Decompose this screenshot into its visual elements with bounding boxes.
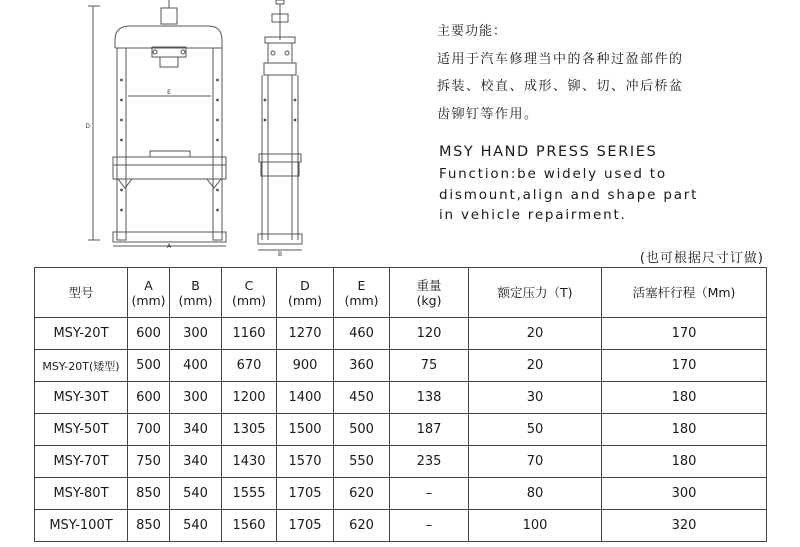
table-header-row xyxy=(35,268,767,318)
cell-piston-stroke: 320 xyxy=(602,510,767,542)
cn-function-line-3: 齿铆钉等作用。 xyxy=(437,107,539,122)
cell-b: 340 xyxy=(170,446,222,478)
cell-rated-pressure: 20 xyxy=(469,350,602,382)
cell-e: 620 xyxy=(334,510,390,542)
label-e: E xyxy=(167,89,171,96)
cell-piston-stroke: 180 xyxy=(602,382,767,414)
cell-b: 400 xyxy=(170,350,222,382)
cell-d: 1570 xyxy=(277,446,334,478)
cell-a: 850 xyxy=(128,510,170,542)
cell-d: 1270 xyxy=(277,318,334,350)
cell-b: 300 xyxy=(170,318,222,350)
cell-b: 300 xyxy=(170,382,222,414)
en-function-line-3: in vehicle repairment. xyxy=(439,207,627,223)
cell-e: 450 xyxy=(334,382,390,414)
cell-c: 1200 xyxy=(222,382,277,414)
table-row xyxy=(35,350,767,382)
header-a: A (mm) xyxy=(128,268,170,318)
cell-d: 900 xyxy=(277,350,334,382)
cell-weight: 187 xyxy=(390,414,469,446)
cell-rated-pressure: 20 xyxy=(469,318,602,350)
header-model: 型号 xyxy=(35,268,128,318)
spec-table xyxy=(34,267,767,542)
cell-piston-stroke: 180 xyxy=(602,414,767,446)
table-row xyxy=(35,414,767,446)
cell-a: 600 xyxy=(128,318,170,350)
cell-c: 1160 xyxy=(222,318,277,350)
cell-e: 360 xyxy=(334,350,390,382)
cell-weight: – xyxy=(390,510,469,542)
cell-model: MSY-30T xyxy=(35,382,128,414)
cell-piston-stroke: 180 xyxy=(602,446,767,478)
cn-function-line-2: 拆装、校直、成形、铆、切、冲后桥盆 xyxy=(437,79,684,94)
cell-c: 1555 xyxy=(222,478,277,510)
cell-c: 1305 xyxy=(222,414,277,446)
cell-d: 1705 xyxy=(277,478,334,510)
cell-b: 540 xyxy=(170,510,222,542)
cell-a: 600 xyxy=(128,382,170,414)
custom-order-note: (也可根据尺寸订做) xyxy=(639,251,764,266)
cell-weight: 138 xyxy=(390,382,469,414)
cell-weight: 75 xyxy=(390,350,469,382)
en-series-title: MSY HAND PRESS SERIES xyxy=(439,144,658,160)
label-b: B xyxy=(277,251,283,258)
cell-model: MSY-80T xyxy=(35,478,128,510)
cell-piston-stroke: 170 xyxy=(602,350,767,382)
cell-weight: 120 xyxy=(390,318,469,350)
cell-rated-pressure: 80 xyxy=(469,478,602,510)
cell-e: 550 xyxy=(334,446,390,478)
header-weight: 重量 (kg) xyxy=(390,268,469,318)
table-row xyxy=(35,382,767,414)
cell-c: 1560 xyxy=(222,510,277,542)
cell-model: MSY-20T xyxy=(35,318,128,350)
header-c: C (mm) xyxy=(222,268,277,318)
header-d: D (mm) xyxy=(277,268,334,318)
en-function-line-2: dismount,align and shape part xyxy=(439,187,699,203)
cell-weight: – xyxy=(390,478,469,510)
cell-d: 1400 xyxy=(277,382,334,414)
cell-e: 460 xyxy=(334,318,390,350)
table-row xyxy=(35,478,767,510)
press-diagram xyxy=(0,0,400,262)
header-e: E (mm) xyxy=(334,268,390,318)
cell-a: 850 xyxy=(128,478,170,510)
cell-rated-pressure: 50 xyxy=(469,414,602,446)
cell-model: MSY-50T xyxy=(35,414,128,446)
table-row xyxy=(35,318,767,350)
cell-model: MSY-70T xyxy=(35,446,128,478)
cell-piston-stroke: 300 xyxy=(602,478,767,510)
header-rated-pressure: 额定压力（T) xyxy=(469,268,602,318)
cell-model: MSY-20T(矮型) xyxy=(35,350,128,382)
cell-rated-pressure: 70 xyxy=(469,446,602,478)
cell-d: 1500 xyxy=(277,414,334,446)
table-row xyxy=(35,446,767,478)
cell-c: 1430 xyxy=(222,446,277,478)
header-b: B (mm) xyxy=(170,268,222,318)
cell-d: 1705 xyxy=(277,510,334,542)
cell-model: MSY-100T xyxy=(35,510,128,542)
cell-e: 500 xyxy=(334,414,390,446)
cell-a: 500 xyxy=(128,350,170,382)
cn-function-line-1: 适用于汽车修理当中的各种过盈部件的 xyxy=(437,52,684,67)
label-a: A xyxy=(166,243,172,250)
cell-b: 540 xyxy=(170,478,222,510)
cell-e: 620 xyxy=(334,478,390,510)
cell-rated-pressure: 100 xyxy=(469,510,602,542)
cell-weight: 235 xyxy=(390,446,469,478)
header-piston-stroke: 活塞杆行程（Mm) xyxy=(602,268,767,318)
table-row xyxy=(35,510,767,542)
cell-c: 670 xyxy=(222,350,277,382)
cell-b: 340 xyxy=(170,414,222,446)
cell-a: 700 xyxy=(128,414,170,446)
cell-a: 750 xyxy=(128,446,170,478)
label-d: D xyxy=(85,123,90,130)
en-function-line-1: Function:be widely used to xyxy=(439,166,667,182)
cell-piston-stroke: 170 xyxy=(602,318,767,350)
cn-function-title: 主要功能： xyxy=(437,24,508,39)
cell-rated-pressure: 30 xyxy=(469,382,602,414)
